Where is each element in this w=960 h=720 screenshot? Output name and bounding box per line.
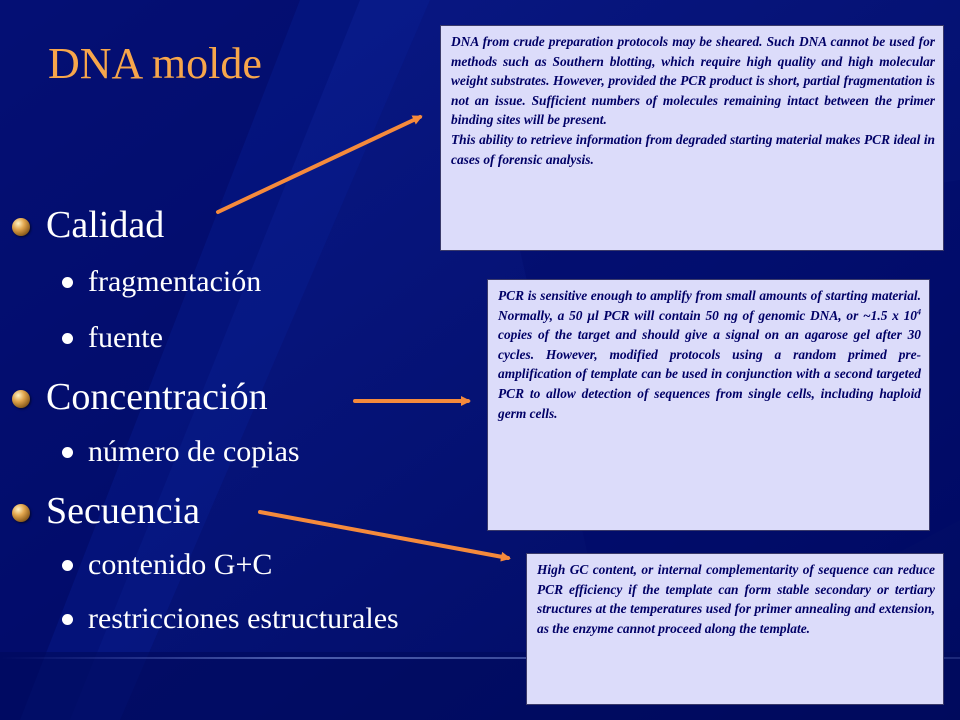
- note-text: copies of the target and should give a signal on an agarose gel after 30 cycles. However, modified protocols using a random primed pre-amplification of template can be used in conjunction with a second targeted PCR to allow detection of sequences from single cells, including haploid germ cells.: [498, 327, 921, 421]
- sub-bullet-label: contenido G+C: [88, 548, 273, 581]
- arrow-to-note-1: [218, 117, 420, 212]
- sub-bullet-label: fragmentación: [88, 265, 262, 298]
- sub-bullet-label: restricciones estructurales: [88, 602, 399, 635]
- note-text: PCR will contain 50 ng of genomic DNA, or ~1.5 x 10: [598, 307, 917, 323]
- arrow-to-note-3: [260, 512, 508, 558]
- bullet-label: Concentración: [46, 376, 268, 418]
- note-paragraph: DNA from crude preparation protocols may be sheared. Such DNA cannot be used for methods such as Southern blotting, which require high quality and high molecular weight substrates. However, provided the PCR product is short, partial fragmentation is not an issue. Sufficient numbers of molecules remaining intact between the primer binding sites will be present.: [451, 34, 935, 128]
- sub-bullet-label: fuente: [88, 321, 163, 354]
- bullet-label: Secuencia: [46, 490, 201, 532]
- note-unit: µl: [587, 307, 599, 323]
- note-paragraph: This ability to retrieve information from degraded starting material makes PCR ideal in cases of forensic analysis.: [451, 131, 935, 167]
- bullet-label: Calidad: [46, 204, 165, 246]
- note-text: PCR is sensitive enough to amplify from small amounts of starting material. Normally, a 50: [498, 288, 921, 323]
- note-superscript: 4: [916, 307, 921, 317]
- sub-bullet-label: número de copias: [88, 435, 300, 468]
- note-paragraph: High GC content, or internal complementarity of sequence can reduce PCR efficiency if the template can form stable secondary or tertiary structures at the temperatures used for primer annealing and extension, as the enzyme cannot proceed along the template.: [537, 562, 935, 636]
- slide-title: DNA molde: [48, 39, 262, 88]
